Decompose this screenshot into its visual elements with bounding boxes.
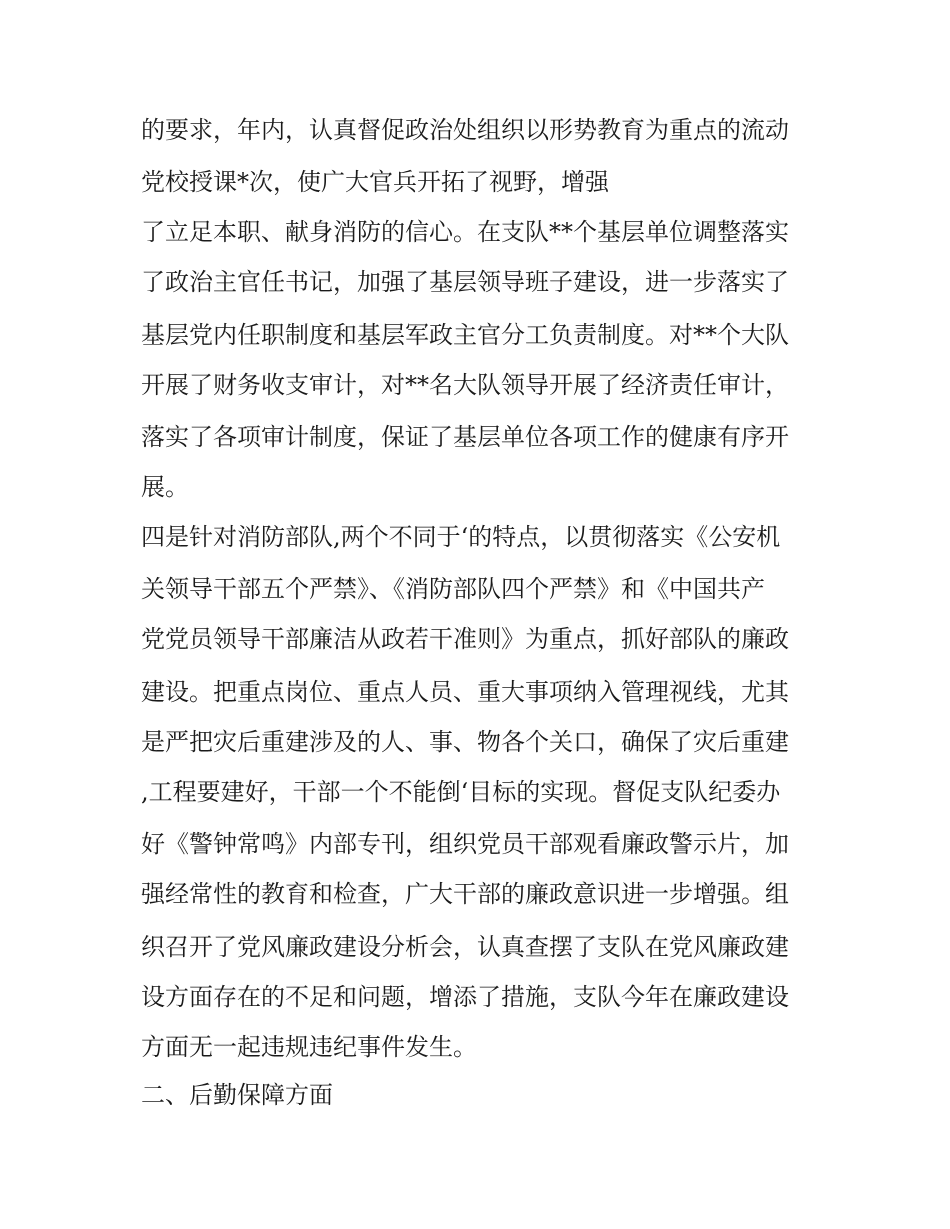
text-line-1: 的要求，年内，认真督促政治处组织以形势教育为重点的流动 xyxy=(141,116,789,144)
text-line-14: ,工程要建好，干部一个不能倒‘目标的实现。督促支队纪委办 xyxy=(141,778,781,806)
text-line-9: 四是针对消防部队,两个不同于‘的特点，以贯彻落实《公安机 xyxy=(141,523,781,551)
text-line-7: 落实了各项审计制度，保证了基层单位各项工作的健康有序开 xyxy=(141,423,789,451)
text-line-2: 党校授课*次，使广大官兵开拓了视野，增强 xyxy=(141,168,609,196)
text-line-10: 关领导干部五个严禁》、《消防部队四个严禁》和《中国共产 xyxy=(141,575,765,603)
text-line-18: 设方面存在的不足和问题，增添了措施，支队今年在廉政建设 xyxy=(141,983,789,1011)
section-heading: 二、后勤保障方面 xyxy=(141,1081,333,1109)
text-line-6: 开展了财务收支审计，对**名大队领导开展了经济责任审计， xyxy=(141,371,789,399)
text-line-11: 党党员领导干部廉洁从政若干准则》为重点，抓好部队的廉政 xyxy=(141,625,789,653)
text-line-12: 建设。把重点岗位、重点人员、重大事项纳入管理视线，尤其 xyxy=(141,678,789,706)
text-line-8: 展。 xyxy=(141,473,189,501)
text-line-15: 好《警钟常鸣》内部专刊，组织党员干部观看廉政警示片，加 xyxy=(141,830,789,858)
text-line-17: 织召开了党风廉政建设分析会，认真查摆了支队在党风廉政建 xyxy=(141,933,789,961)
text-line-5: 基层党内任职制度和基层军政主官分工负责制度。对**个大队 xyxy=(141,321,789,349)
text-line-16: 强经常性的教育和检查，广大干部的廉政意识进一步增强。组 xyxy=(141,880,789,908)
text-line-4: 了政治主官任书记，加强了基层领导班子建设，进一步落实了 xyxy=(141,268,789,296)
text-line-3: 了立足本职、献身消防的信心。在支队**个基层单位调整落实 xyxy=(141,218,789,246)
text-line-13: 是严把灾后重建涉及的人、事、物各个关口，确保了灾后重建 xyxy=(141,728,789,756)
text-line-19: 方面无一起违规违纪事件发生。 xyxy=(141,1033,477,1061)
